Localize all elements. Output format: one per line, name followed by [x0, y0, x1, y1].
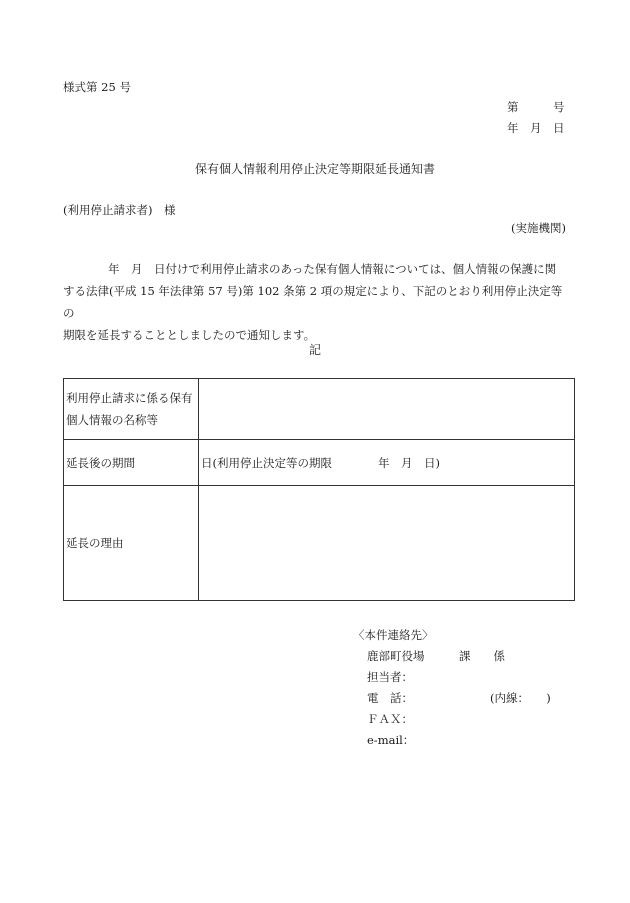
document-number: 第 号	[507, 100, 565, 114]
row-value-extension-reason[interactable]	[199, 486, 575, 601]
contact-heading: 〈本件連絡先〉	[353, 628, 434, 642]
contact-extension: (内線： )	[490, 691, 551, 705]
document-title: 保有個人情報利用停止決定等期限延長通知書	[194, 162, 435, 176]
contact-phone: 電 話： (内線： )	[353, 688, 505, 709]
contact-info	[353, 625, 551, 751]
row-value-extended-period[interactable]: 日(利用停止決定等の期限 年 月 日)	[199, 440, 575, 486]
row-label-target-info: 利用停止請求に係る保有 個人情報の名称等	[64, 379, 199, 440]
implementing-agency: (実施機関)	[511, 221, 566, 235]
row-value-target-info[interactable]	[199, 379, 575, 440]
addressee: (利用停止請求者) 様	[63, 203, 176, 217]
contact-person: 担当者：	[367, 670, 413, 684]
body-line-2: する法律(平成 15 年法律第 57 号)第 102 条第 2 項の規定により、下記のとおり利用停止決定等の	[63, 284, 563, 320]
contact-office: 鹿部町役場 課 係	[367, 649, 505, 663]
row-label-extension-reason: 延長の理由	[64, 486, 199, 601]
table-row	[64, 379, 575, 440]
form-number: 様式第 25 号	[63, 80, 131, 94]
contact-fax: ＦＡＸ：	[367, 712, 413, 726]
info-table	[63, 378, 575, 601]
body-line-3: 期限を延長することとしましたので通知します。	[63, 328, 316, 342]
ki-heading: 記	[308, 343, 321, 357]
document-date: 年 月 日	[507, 121, 565, 135]
table-row	[64, 486, 575, 601]
body-line-1: 年 月 日付けで利用停止請求のあった保有個人情報については、個人情報の保護に関	[108, 262, 557, 276]
notice-body	[63, 258, 573, 346]
contact-email: e-mail：	[367, 733, 415, 747]
row-label-extended-period: 延長後の期間	[64, 440, 199, 486]
table-row	[64, 440, 575, 486]
